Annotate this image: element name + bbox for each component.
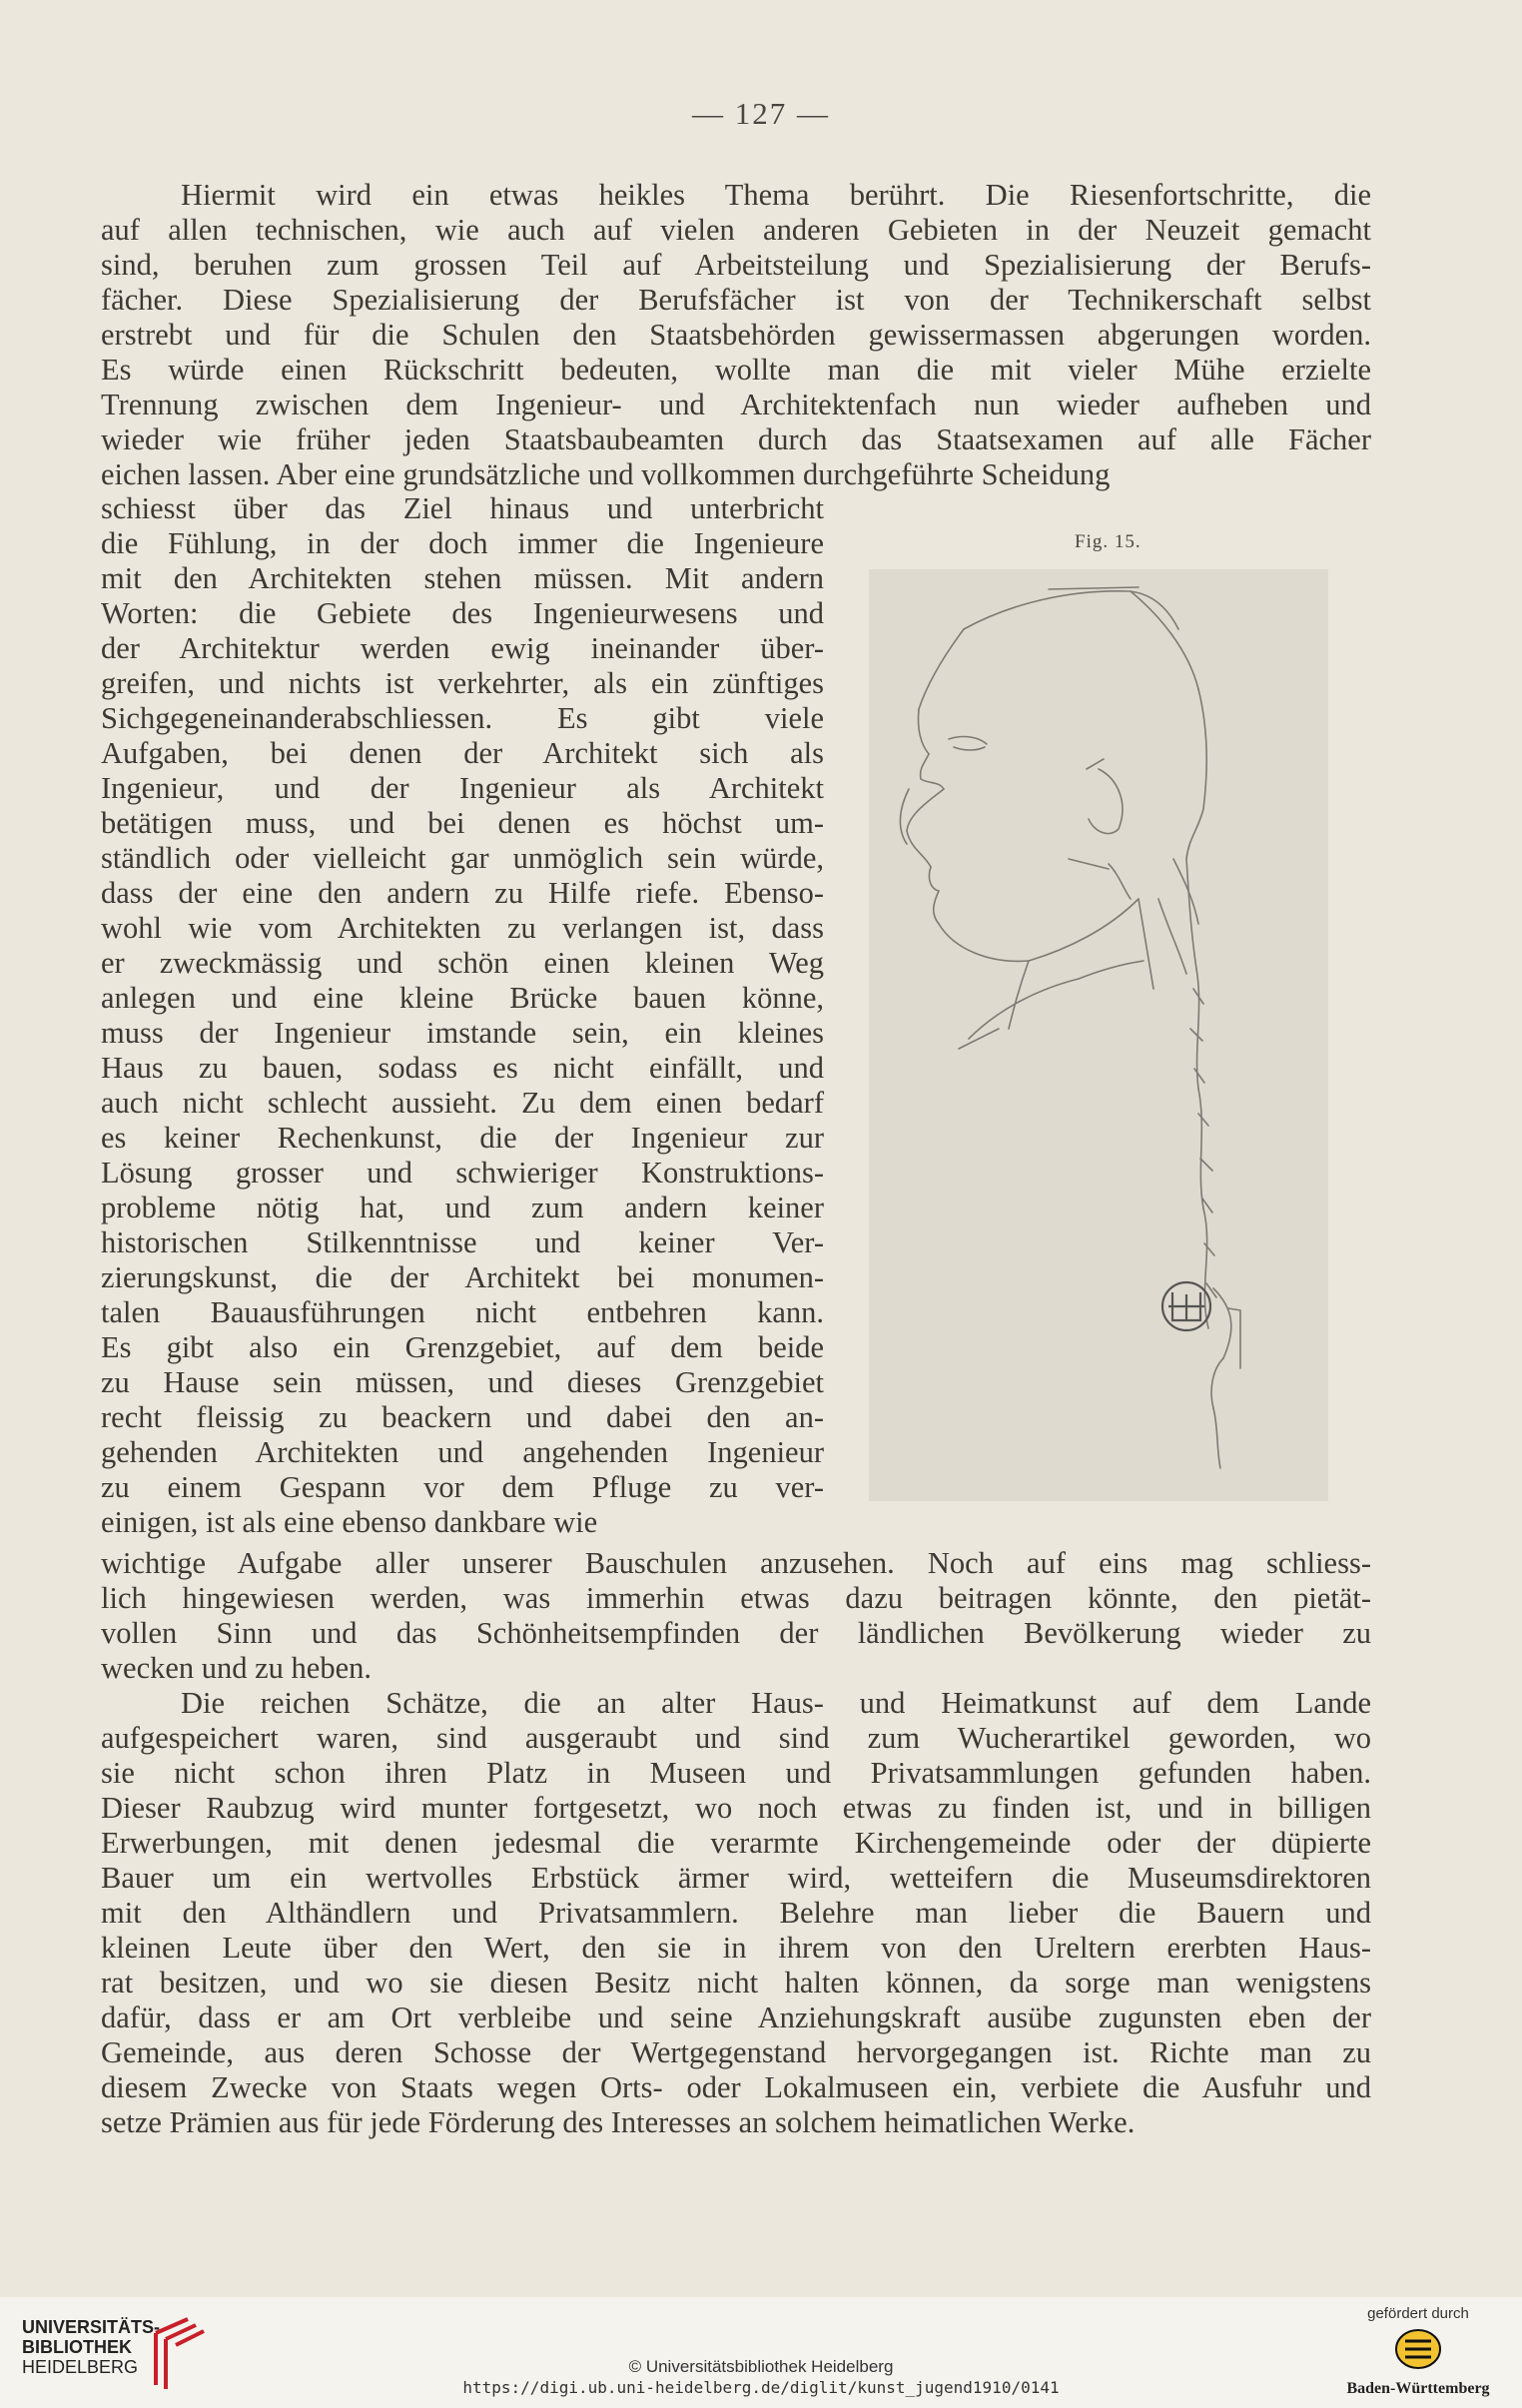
text-line: historischen Stilkenntnisse und keiner Ver-: [101, 1225, 824, 1259]
text-line: wecken und zu heben.: [101, 1651, 373, 1685]
text-line: fächer. Diese Spezialisierung der Berufsfächer ist von der Technikerschaft selbst: [101, 283, 1371, 317]
text-line: wichtige Aufgabe aller unserer Bauschulen anzusehen. Noch auf eins mag schliess-: [101, 1546, 1371, 1580]
text-line: Aufgaben, bei denen der Architekt sich als: [101, 736, 824, 770]
text-line: wieder wie früher jeden Staatsbaubeamten durch das Staatsexamen auf alle Fächer: [101, 422, 1371, 456]
text-line: zu einem Gespann vor dem Pfluge zu ver-: [101, 1470, 824, 1504]
paragraph-continuation: [101, 1546, 1371, 1686]
text-line: talen Bauausführungen nicht entbehren kann.: [101, 1295, 824, 1329]
text-line: diesem Zwecke von Staats wegen Orts- oder Lokalmuseen ein, verbiete die Ausfuhr und: [101, 2070, 1371, 2104]
text-line: Sichgegeneinanderabschliessen. Es gibt viele: [101, 701, 824, 735]
text-line: lich hingewiesen werden, was immerhin etwas dazu beitragen könnte, den pietät-: [101, 1581, 1371, 1615]
paragraph-intro: [101, 178, 1371, 492]
text-line: der Architektur werden ewig ineinander über-: [101, 631, 824, 665]
text-line: zu Hause sein müssen, und dieses Grenzgebiet: [101, 1365, 824, 1399]
text-line: Dieser Raubzug wird munter fortgesetzt, wo noch etwas zu finden ist, und in billigen: [101, 1791, 1371, 1825]
text-line: mit den Althändlern und Privatsammlern. Belehre man lieber die Bauern und: [101, 1896, 1371, 1930]
library-line-3: HEIDELBERG: [22, 2357, 139, 2377]
library-line-2: BIBLIOTHEK: [22, 2337, 132, 2357]
profile-sketch-drawing: [869, 569, 1328, 1501]
text-line: dafür, dass er am Ort verbleibe und seine Anziehungskraft ausübe zugunsten eben der: [101, 2001, 1371, 2034]
baden-wuerttemberg-emblem-icon: [1393, 2327, 1443, 2371]
text-line: Trennung zwischen dem Ingenieur- und Architektenfach nun wieder aufheben und: [101, 388, 1371, 421]
text-line: er zweckmässig und schön einen kleinen Weg: [101, 946, 824, 980]
paragraph-column: [101, 491, 824, 1540]
text-line: ständlich oder vielleicht gar unmöglich sein würde,: [101, 841, 824, 875]
text-line: mit den Architekten stehen müssen. Mit andern: [101, 561, 824, 595]
figure-sketch: [869, 569, 1328, 1501]
text-line: greifen, und nichts ist verkehrter, als ein zünftiges: [101, 666, 824, 700]
text-line: auch nicht schlecht aussieht. Zu dem einen bedarf: [101, 1086, 824, 1120]
text-line: auf allen technischen, wie auch auf vielen anderen Gebieten in der Neuzeit gemacht: [101, 213, 1371, 247]
text-line: Worten: die Gebiete des Ingenieurwesens und: [101, 596, 824, 630]
text-line: wohl wie vom Architekten zu verlangen ist, dass: [101, 911, 824, 945]
text-line: die Fühlung, in der doch immer die Ingenieure: [101, 526, 824, 560]
text-line: recht fleissig zu beackern und dabei den an-: [101, 1400, 824, 1434]
text-line: setze Prämien aus für jede Förderung des Interesses an solchem heimatlichen Werke.: [101, 2105, 1136, 2139]
text-line: probleme nötig hat, und zum andern keiner: [101, 1191, 824, 1224]
text-line: zierungskunst, die der Architekt bei monumen-: [101, 1260, 824, 1294]
text-line: dass der eine den andern zu Hilfe riefe. Ebenso-: [101, 876, 824, 910]
funder-name: Baden-Württemberg: [1346, 2380, 1490, 2397]
text-line: sie nicht schon ihren Platz in Museen und Privatsammlungen gefunden haben.: [101, 1756, 1371, 1790]
text-line: Es würde einen Rückschritt bedeuten, wollte man die mit vieler Mühe erzielte: [101, 353, 1371, 387]
text-line: muss der Ingenieur imstande sein, ein kleines: [101, 1016, 824, 1050]
text-line: es keiner Rechenkunst, die der Ingenieur zur: [101, 1121, 824, 1155]
text-line: erstrebt und für die Schulen den Staatsbehörden gewissermassen abgerungen worden.: [101, 318, 1371, 352]
text-line: Gemeinde, aus deren Schosse der Wertgegenstand hervorgegangen ist. Richte man zu: [101, 2035, 1371, 2069]
text-line: Ingenieur, und der Ingenieur als Architekt: [101, 771, 824, 805]
text-line: Hiermit wird ein etwas heikles Thema berührt. Die Riesenfortschritte, die: [181, 178, 1371, 212]
text-line: eichen lassen. Aber eine grundsätzliche und vollkommen durchgeführte Scheidung: [101, 457, 1111, 491]
figure-caption: Fig. 15.: [1075, 531, 1142, 552]
text-line: sind, beruhen zum grossen Teil auf Arbeitsteilung und Spezialisierung der Berufs-: [101, 248, 1371, 282]
copyright-notice: © Universitätsbibliothek Heidelberg: [628, 2357, 894, 2376]
text-line: schiesst über das Ziel hinaus und unterbricht: [101, 491, 824, 525]
text-line: betätigen muss, und bei denen es höchst um-: [101, 806, 824, 840]
text-line: einigen, ist als eine ebenso dankbare wie: [101, 1505, 598, 1539]
text-line: Die reichen Schätze, die an alter Haus- und Heimatkunst auf dem Lande: [181, 1686, 1371, 1720]
paragraph-heimatkunst: [101, 1686, 1371, 2140]
text-line: Lösung grosser und schwieriger Konstruktions-: [101, 1156, 824, 1190]
source-url-link[interactable]: https://digi.ub.uni-heidelberg.de/diglit/kunst_jugend1910/0141: [462, 2378, 1060, 2397]
text-line: aufgespeichert waren, sind ausgeraubt und sind zum Wucherartikel geworden, wo: [101, 1721, 1371, 1755]
text-line: gehenden Architekten und angehenden Ingenieur: [101, 1435, 824, 1469]
text-line: Es gibt also ein Grenzgebiet, auf dem beide: [101, 1330, 824, 1364]
text-line: Haus zu bauen, sodass es nicht einfällt, und: [101, 1051, 824, 1085]
text-line: kleinen Leute über den Wert, den sie in ihrem von den Ureltern ererbten Haus-: [101, 1931, 1371, 1965]
funded-by-label: gefördert durch: [1367, 2305, 1469, 2322]
library-line-1: UNIVERSITÄTS-: [22, 2317, 161, 2337]
text-line: anlegen und eine kleine Brücke bauen könne,: [101, 981, 824, 1015]
text-line: Erwerbungen, mit denen jedesmal die verarmte Kirchengemeinde oder der düpierte: [101, 1826, 1371, 1860]
text-line: vollen Sinn und das Schönheitsempfinden der ländlichen Bevölkerung wieder zu: [101, 1616, 1371, 1650]
text-line: Bauer um ein wertvolles Erbstück ärmer wird, wetteifern die Museumsdirektoren: [101, 1861, 1371, 1895]
text-line: rat besitzen, und wo sie diesen Besitz nicht halten können, da sorge man wenigstens: [101, 1966, 1371, 2000]
page-number: — 127 —: [692, 96, 830, 131]
